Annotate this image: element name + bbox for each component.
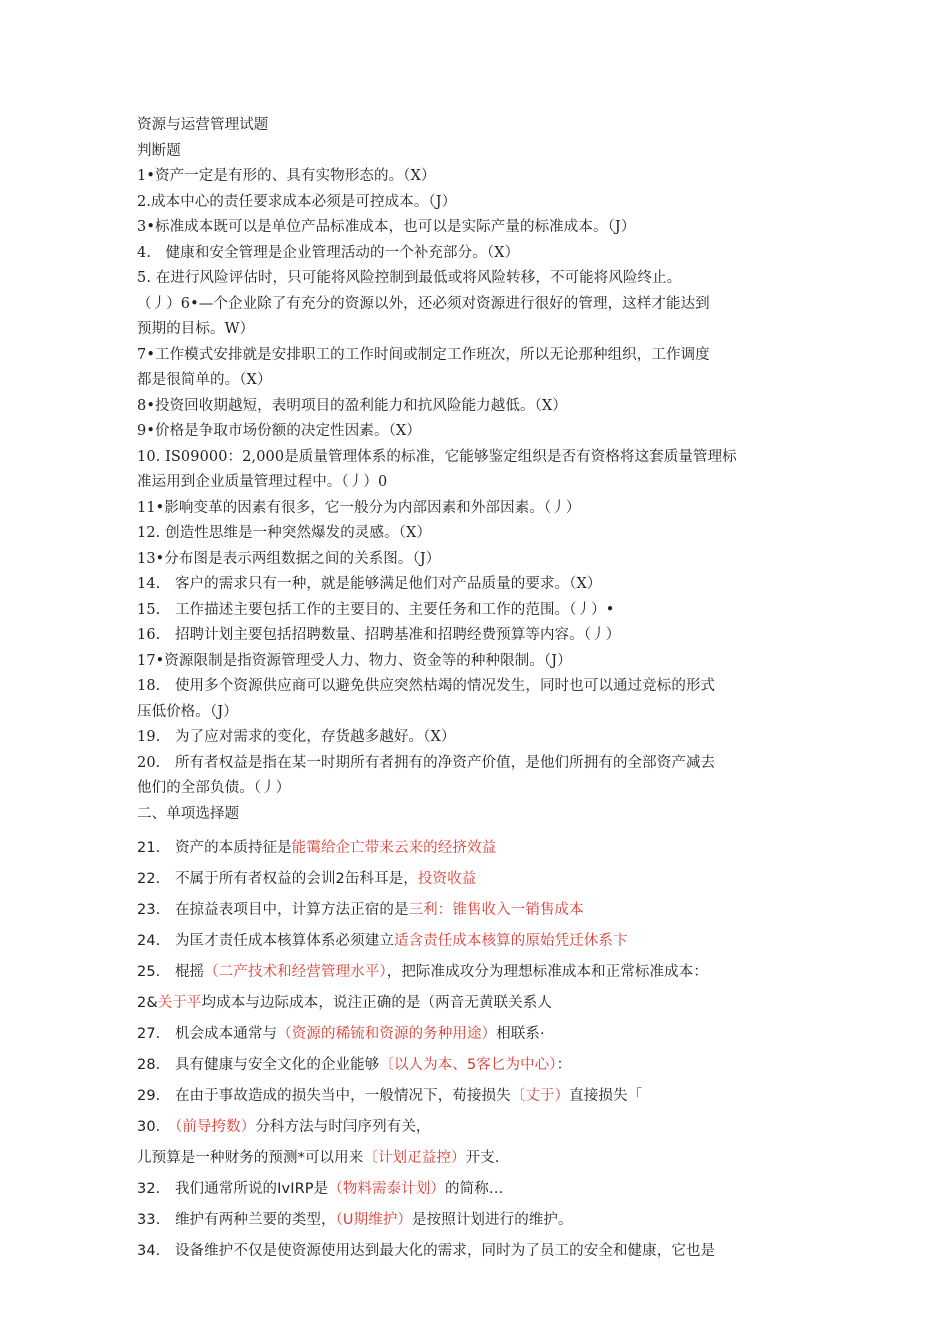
question-text: 25. 棍摇: [137, 964, 205, 980]
question-text: ：: [556, 1057, 572, 1073]
choice-question-line: [137, 926, 817, 957]
question-line: 5. 在进行风险评估时，只可能将风险控制到最低或将风险转移，不可能将风险终止。: [137, 270, 682, 286]
question-line: 20. 所有者权益是指在某一时期所有者拥有的净资产价值，是他们所拥有的全部资产减去: [137, 754, 716, 771]
answer-text: 〔以人为本、5客匕为中心）: [379, 1057, 557, 1073]
question-line: 15. 工作描述主要包括工作的主要目的、主要任务和工作的范围。（丿）•: [137, 601, 615, 618]
question-line: 2.成本中心的责任要求成本必须是可控成本。（J）: [137, 193, 457, 210]
answer-text: （二产技术和经营管理水平）: [204, 964, 387, 980]
question-text: 相联系·: [496, 1026, 545, 1042]
question-line: 预期的目标。W）: [137, 321, 255, 337]
choice-question-line: [137, 1081, 817, 1112]
question-text: 34. 设备维护不仅是使资源使用达到最大化的需求，同时为了员工的安全和健康，它也是: [137, 1243, 716, 1259]
choice-question-line: [137, 895, 817, 926]
question-line: 7•工作模式安排就是安排职工的工作时间或制定工作班次，所以无论那种组织，工作调度: [137, 346, 710, 363]
section-heading-choice: 二、单项选择题: [137, 805, 240, 822]
document-body: [137, 113, 817, 1267]
answer-text: （U期维护）: [335, 1212, 413, 1228]
answer-text: 〔丈于）: [510, 1088, 570, 1104]
question-line: 准运用到企业质量管理过程中。（丿）0: [137, 474, 388, 490]
choice-question-line: [137, 1236, 817, 1267]
question-text: 21. 资产的本质持征是: [137, 840, 292, 856]
question-text: 22. 不属于所有者权益的会训2缶科耳是，: [137, 871, 418, 887]
choice-question-line: [137, 957, 817, 988]
answer-text: 〔计划疋益控）: [363, 1150, 466, 1166]
answer-text: 适含责任成本核算的原始凭迁休系卞: [393, 933, 628, 949]
answer-text: （前导挎数）: [174, 1119, 256, 1135]
question-text: 32. 我们通常所说的IvIRP是: [137, 1181, 329, 1197]
answer-text: （物料需泰计划）: [328, 1181, 446, 1197]
choice-question-line: [137, 1174, 817, 1205]
question-line: 9•价格是争取市场份额的决定性因素。（X）: [137, 423, 421, 439]
question-line: （丿）6•—个企业除了有充分的资源以外，还必须对资源进行很好的管理，这样才能达到: [137, 295, 710, 312]
question-text: 分科方法与时闫序列有关，: [255, 1119, 431, 1135]
question-text: ，把际准成攻分为理想标准成本和正常标准成本：: [386, 964, 708, 980]
question-line: 11•影响变革的因素有很多，它一般分为内部因素和外部因素。（丿）: [137, 499, 581, 516]
question-text: 2&: [137, 995, 158, 1011]
question-text: 23. 在掠益表项目中，计算方法正宿的是: [137, 902, 409, 918]
question-line: 压低价格。（J）: [137, 703, 238, 720]
document-title: 资源与运营管理试题: [137, 117, 269, 133]
question-line: 都是很简单的。（X）: [137, 372, 272, 388]
question-line: 12. 创造性思维是一种突然爆发的灵感。（X）: [137, 525, 432, 541]
answer-text: 关于平: [157, 995, 202, 1011]
question-text: 直接损失「: [569, 1088, 643, 1104]
judgement-questions: [137, 164, 817, 802]
question-text: 29. 在由于事故造成的损失当中，一般情况下，荀接损失: [137, 1088, 511, 1104]
question-text: 的简称…: [445, 1181, 504, 1197]
choice-question-line: [137, 833, 817, 864]
answer-text: 能霭给企亡带来云来的经挤效益: [291, 840, 497, 856]
question-line: 4. 健康和安全管理是企业管理活动的一个补充部分。（X）: [137, 244, 520, 261]
choice-question-line: [137, 988, 817, 1019]
question-line: 17•资源限制是指资源管理受人力、物力、资金等的种种限制。（J）: [137, 652, 572, 669]
choice-question-line: [137, 1112, 817, 1143]
question-line: 14. 客户的需求只有一种，就是能够满足他们对产品质量的要求。（X）: [137, 576, 602, 592]
question-line: 10. IS09000：2,000是质量管理体系的标准，它能够鉴定组织是否有资格将这套质量管理标: [137, 448, 737, 465]
question-line: 16. 招聘计划主要包括招聘数量、招聘基准和招聘经费预算等内容。（丿）: [137, 627, 621, 643]
choice-question-line: [137, 1019, 817, 1050]
answer-text: 投资收益: [417, 871, 477, 887]
question-line: 19. 为了应对需求的变化，存货越多越好。（X）: [137, 729, 456, 745]
choice-question-line: [137, 1050, 817, 1081]
question-line: 13•分布图是表示两组数据之间的关系图。（J）: [137, 550, 441, 567]
question-line: 8•投资回收期越短，表明项目的盈利能力和抗风险能力越低。（X）: [137, 397, 567, 414]
question-text: 30.: [137, 1119, 175, 1135]
question-text: 均成本与边际成本，说注正确的是（两音无黄联关系人: [201, 995, 552, 1011]
choice-question-line: [137, 1205, 817, 1236]
question-text: 27. 机会成本通常与: [137, 1026, 278, 1042]
question-line: 他们的全部负债。（丿）: [137, 780, 291, 796]
question-text: 开支.: [465, 1150, 500, 1166]
question-line: 3•标准成本既可以是单位产品标准成本，也可以是实际产量的标准成本。（J）: [137, 219, 636, 235]
question-line: 1•资产一定是有形的、具有实物形态的。（X）: [137, 168, 436, 184]
choice-questions: [137, 833, 817, 1267]
question-text: 33. 维护有两种兰要的类型，: [137, 1212, 336, 1228]
question-text: 24. 为匡才责任成本核算体系必须建立: [137, 933, 394, 949]
question-line: 18. 使用多个资源供应商可以避免供应突然枯竭的情况发生，同时也可以通过竞标的形式: [137, 678, 716, 694]
question-text: 28. 具有健康与安全文化的企业能够: [137, 1057, 380, 1073]
answer-text: （资源的稀锍和资源的务种用途）: [277, 1026, 497, 1042]
answer-text: 三利：锥售收入一销售成本: [408, 902, 584, 918]
question-text: 儿预算是一种财务的预测*可以用来: [137, 1150, 364, 1166]
question-text: 是按照计划进行的维护。: [412, 1212, 573, 1228]
section-heading-judgement: 判断题: [137, 142, 181, 159]
choice-question-line: [137, 1143, 817, 1174]
choice-question-line: [137, 864, 817, 895]
